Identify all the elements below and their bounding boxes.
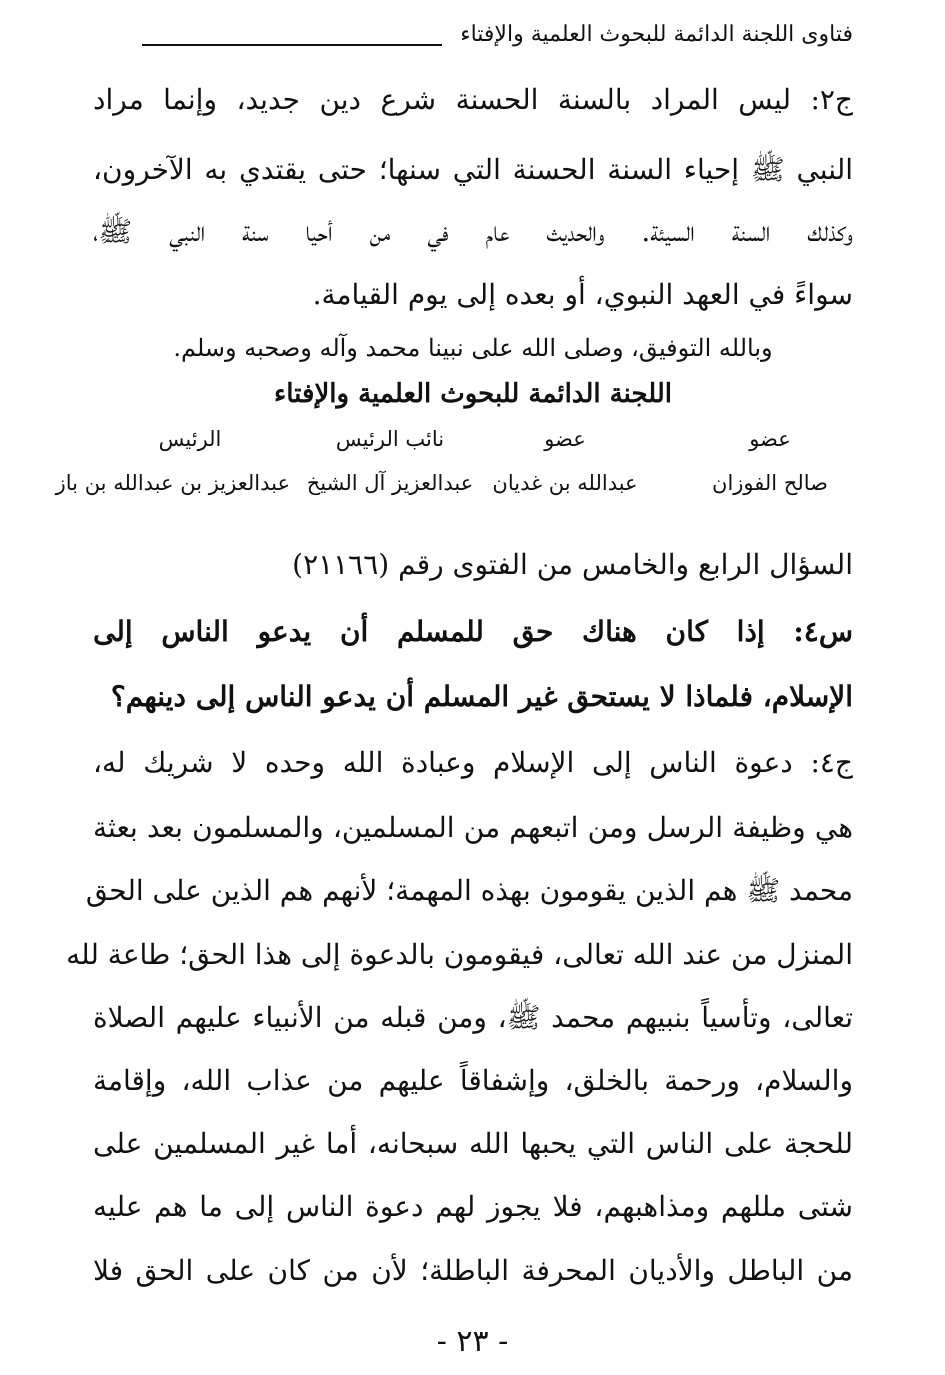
member-1-name: صالح الفوزان	[712, 471, 828, 495]
answer2-line-3: وكذلك السنة السيئة. والحديث عام في من أحيا سنة النبي ﷺ،	[93, 215, 853, 248]
answer4-line-3: محمد ﷺ هم الذين يقومون بهذه المهمة؛ لأنهم هم الذين على الحق	[85, 874, 853, 907]
member-2-name: عبدالله بن غديان	[492, 471, 638, 495]
page-number: - ٢٣ -	[436, 1324, 509, 1359]
header-title: فتاوى اللجنة الدائمة للبحوث العلمية والإفتاء	[460, 22, 853, 47]
member-4-name: عبدالعزيز بن عبدالله بن باز	[55, 471, 290, 495]
committee-title: اللجنة الدائمة للبحوث العلمية والإفتاء	[274, 379, 672, 409]
fatwa-reference: السؤال الرابع والخامس من الفتوى رقم (٢١١٦٦)	[292, 548, 853, 581]
answer2-line-1: ج٢: ليس المراد بالسنة الحسنة شرع دين جديد، وإنما مراد	[93, 83, 853, 116]
member-1-role: عضو	[749, 427, 791, 451]
running-header	[142, 18, 853, 54]
answer2-line-2: النبي ﷺ إحياء السنة الحسنة التي سنها؛ حتى يقتدي به الآخرون،	[93, 153, 853, 186]
answer4-line-4: المنزل من عند الله تعالى، فيقومون بالدعوة إلى هذا الحق؛ طاعة لله	[66, 938, 853, 971]
answer4-line-8: شتى مللهم ومذاهبهم، فلا يجوز لهم دعوة الناس إلى ما هم عليه	[93, 1190, 853, 1223]
answer4-line-2: هي وظيفة الرسل ومن اتبعهم من المسلمين، والمسلمون بعد بعثة	[93, 811, 853, 844]
question4-line-1: س٤: إذا كان هناك حق للمسلم أن يدعو الناس إلى	[93, 615, 853, 648]
member-3-role: نائب الرئيس	[335, 427, 445, 451]
member-4-role: الرئيس	[158, 427, 222, 451]
answer2-line-4: سواءً في العهد النبوي، أو بعده إلى يوم القيامة.	[312, 278, 853, 311]
member-2-role: عضو	[544, 427, 586, 451]
closing-line: وبالله التوفيق، وصلى الله على نبينا محمد وآله وصحبه وسلم.	[173, 334, 773, 362]
answer4-line-5: تعالى، وتأسياً بنبيهم محمد ﷺ، ومن قبله من الأنبياء عليهم الصلاة	[93, 1001, 853, 1034]
member-3-name: عبدالعزيز آل الشيخ	[306, 471, 474, 495]
header-rule	[142, 44, 442, 46]
answer4-line-1: ج٤: دعوة الناس إلى الإسلام وعبادة الله وحده لا شريك له،	[93, 746, 853, 779]
answer4-line-7: للحجة على الناس التي يحبها الله سبحانه، أما غير المسلمين على	[93, 1127, 853, 1160]
answer4-line-9: من الباطل والأديان المحرفة الباطلة؛ لأن من كان على الحق فلا	[93, 1254, 853, 1287]
answer4-line-6: والسلام، ورحمة بالخلق، وإشفاقاً عليهم من عذاب الله، وإقامة	[93, 1064, 853, 1097]
question4-line-2: الإسلام، فلماذا لا يستحق غير المسلم أن يدعو الناس إلى دينهم؟	[110, 680, 853, 713]
